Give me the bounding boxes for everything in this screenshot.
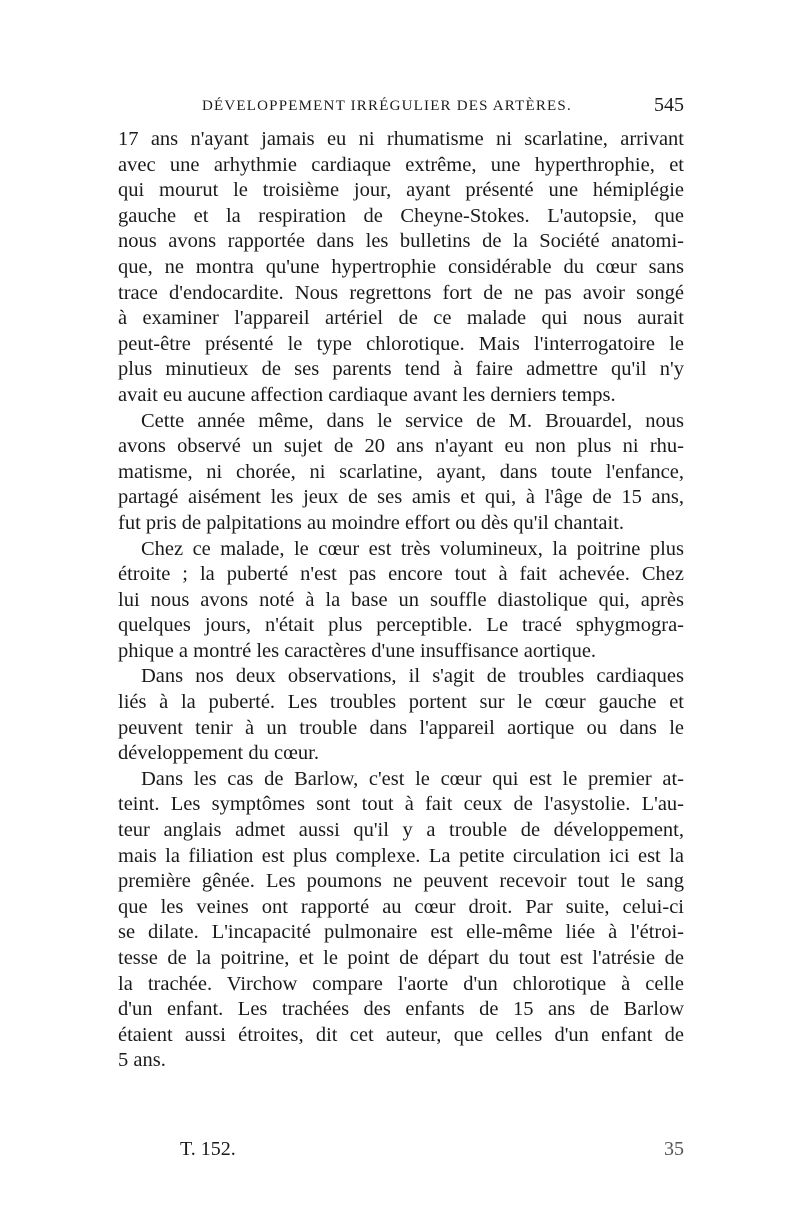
text-line: 5 ans. <box>118 1049 166 1072</box>
text-line: avait eu aucune affection cardiaque avant les derniers temps. <box>118 383 616 406</box>
text-line: Dans les cas de Barlow, c'est le cœur qui est le premier at- <box>141 767 684 790</box>
text-line: peut-être présenté le type chlorotique. Mais l'interrogatoire le <box>118 332 684 355</box>
text-line: peuvent tenir à un trouble dans l'appareil aortique ou dans le <box>118 716 684 739</box>
text-line: développement du cœur. <box>118 742 319 765</box>
text-line: étaient aussi étroites, dit cet auteur, que celles d'un enfant de <box>118 1023 684 1046</box>
text-line: que, ne montra qu'une hypertrophie considérable du cœur sans <box>118 255 684 278</box>
text-line: plus minutieux de ses parents tend à faire admettre qu'il n'y <box>118 358 684 381</box>
text-line: Dans nos deux observations, il s'agit de troubles cardiaques <box>141 665 684 688</box>
text-line: gauche et la respiration de Cheyne-Stokes. L'autopsie, que <box>118 204 684 227</box>
text-line: partagé aisément les jeux de ses amis et qui, à l'âge de 15 ans, <box>118 486 684 509</box>
body-text <box>118 127 684 1074</box>
printer-signature: T. 152. <box>180 1138 236 1160</box>
text-line: avons observé un sujet de 20 ans n'ayant eu non plus ni rhu- <box>118 435 684 458</box>
text-line: se dilate. L'incapacité pulmonaire est elle-même liée à l'étroi- <box>118 921 684 944</box>
text-line: que les veines ont rapporté au cœur droit. Par suite, celui-ci <box>118 895 684 918</box>
text-line: nous avons rapportée dans les bulletins de la Société anatomi- <box>118 230 684 253</box>
text-line: phique a montré les caractères d'une insuffisance aortique. <box>118 639 597 662</box>
text-line: fut pris de palpitations au moindre effort ou dès qu'il chantait. <box>118 511 625 534</box>
text-line: Cette année même, dans le service de M. Brouardel, nous <box>141 409 684 432</box>
text-line: à examiner l'appareil artériel de ce malade qui nous aurait <box>118 307 684 330</box>
sheet-number: 35 <box>664 1138 684 1160</box>
text-line: matisme, ni chorée, ni scarlatine, ayant, dans toute l'enfance, <box>118 460 684 483</box>
text-line: étroite ; la puberté n'est pas encore tout à fait achevée. Chez <box>118 563 684 586</box>
text-line: lui nous avons noté à la base un souffle diastolique qui, après <box>118 588 684 611</box>
text-line: Chez ce malade, le cœur est très volumineux, la poitrine plus <box>141 537 684 560</box>
text-line: teint. Les symptômes sont tout à fait ceux de l'asystolie. L'au- <box>118 793 684 816</box>
page-footer <box>118 1138 684 1164</box>
text-line: trace d'endocardite. Nous regrettons fort de ne pas avoir songé <box>118 281 684 304</box>
text-line: avec une arhythmie cardiaque extrême, une hyperthrophie, et <box>118 153 684 176</box>
running-head <box>118 94 684 120</box>
page-number: 545 <box>654 94 684 116</box>
text-line: 17 ans n'ayant jamais eu ni rhumatisme ni scarlatine, arrivant <box>118 128 684 150</box>
text-line: tesse de la poitrine, et le point de départ du tout est l'atrésie de <box>118 947 684 969</box>
text-line: première gênée. Les poumons ne peuvent recevoir tout le sang <box>118 870 684 893</box>
text-line: qui mourut le troisième jour, ayant présenté une hémiplégie <box>118 179 684 202</box>
text-line: la trachée. Virchow compare l'aorte d'un chlorotique à celle <box>118 972 684 995</box>
text-line: quelques jours, n'était plus perceptible. Le tracé sphygmogra- <box>118 614 684 637</box>
text-line: teur anglais admet aussi qu'il y a trouble de développement, <box>118 819 684 842</box>
running-title: DÉVELOPPEMENT IRRÉGULIER DES ARTÈRES. <box>202 98 572 114</box>
text-line: liés à la puberté. Les troubles portent sur le cœur gauche et <box>118 691 684 714</box>
text-line: d'un enfant. Les trachées des enfants de 15 ans de Barlow <box>118 998 684 1021</box>
text-line: mais la filiation est plus complexe. La petite circulation ici est la <box>118 844 684 867</box>
